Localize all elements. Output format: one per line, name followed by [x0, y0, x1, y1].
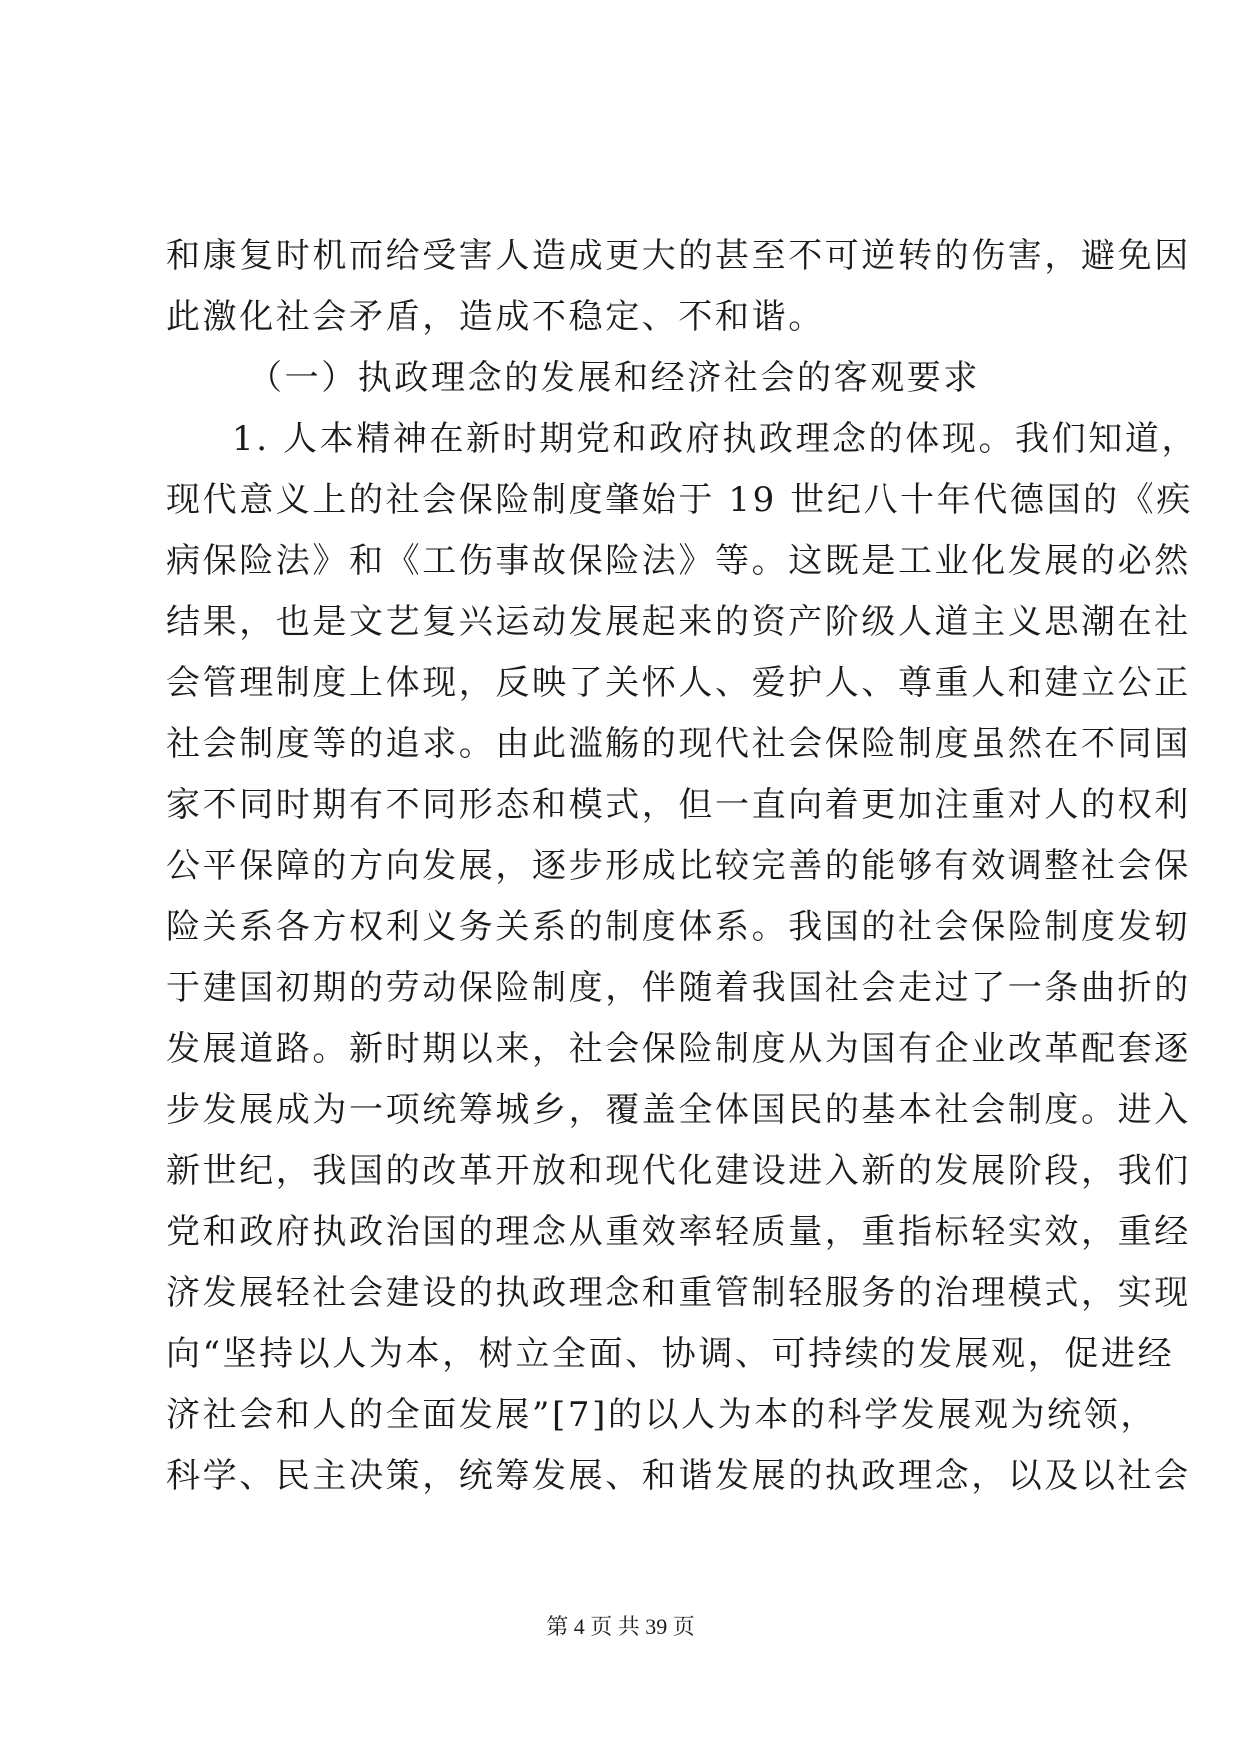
- paragraph-line: 现代意义上的社会保险制度肇始于 19 世纪八十年代德国的《疾: [166, 480, 1193, 520]
- paragraph-line: 病保险法》和《工伤事故保险法》等。这既是工业化发展的必然: [166, 541, 1191, 581]
- paragraph-line: 于建国初期的劳动保险制度，伴随着我国社会走过了一条曲折的: [166, 968, 1191, 1008]
- paragraph-line: 科学、民主决策，统筹发展、和谐发展的执政理念，以及以社会: [166, 1456, 1191, 1496]
- text-line: 和康复时机而给受害人造成更大的甚至不可逆转的伤害，避免因: [166, 236, 1191, 276]
- paragraph-line: 社会制度等的追求。由此滥觞的现代社会保险制度虽然在不同国: [166, 724, 1191, 764]
- paragraph-line: 向“坚持以人为本，树立全面、协调、可持续的发展观，促进经: [166, 1334, 1175, 1374]
- paragraph-line: 济社会和人的全面发展”[7]的以人为本的科学发展观为统领，: [166, 1395, 1157, 1435]
- continued-text: [166, 226, 1191, 348]
- paragraph-line: 济发展轻社会建设的执政理念和重管制轻服务的治理模式，实现: [166, 1273, 1191, 1313]
- paragraph-line: 发展道路。新时期以来，社会保险制度从为国有企业改革配套逐: [166, 1029, 1191, 1069]
- text-line: 此激化社会矛盾，造成不稳定、不和谐。: [166, 297, 825, 337]
- body-paragraph: [166, 409, 1199, 1507]
- paragraph-line: 新世纪，我国的改革开放和现代化建设进入新的发展阶段，我们: [166, 1151, 1191, 1191]
- paragraph-line: 党和政府执政治国的理念从重效率轻质量，重指标轻实效，重经: [166, 1212, 1191, 1252]
- section-heading: （一）执政理念的发展和经济社会的客观要求: [248, 358, 980, 398]
- paragraph-line: 结果，也是文艺复兴运动发展起来的资产阶级人道主义思潮在社: [166, 602, 1191, 642]
- paragraph-line: 会管理制度上体现，反映了关怀人、爱护人、尊重人和建立公正: [166, 663, 1191, 703]
- paragraph-line: 1. 人本精神在新时期党和政府执政理念的体现。我们知道，: [232, 419, 1199, 459]
- paragraph-line: 公平保障的方向发展，逐步形成比较完善的能够有效调整社会保: [166, 846, 1191, 886]
- section-heading-block: [166, 348, 1082, 409]
- paragraph-line: 家不同时期有不同形态和模式，但一直向着更加注重对人的权利: [166, 785, 1191, 825]
- paragraph-line: 险关系各方权利义务关系的制度体系。我国的社会保险制度发轫: [166, 907, 1191, 947]
- paragraph-line: 步发展成为一项统筹城乡，覆盖全体国民的基本社会制度。进入: [166, 1090, 1191, 1130]
- page-number-footer: 第 4 页 共 39 页: [546, 1614, 695, 1639]
